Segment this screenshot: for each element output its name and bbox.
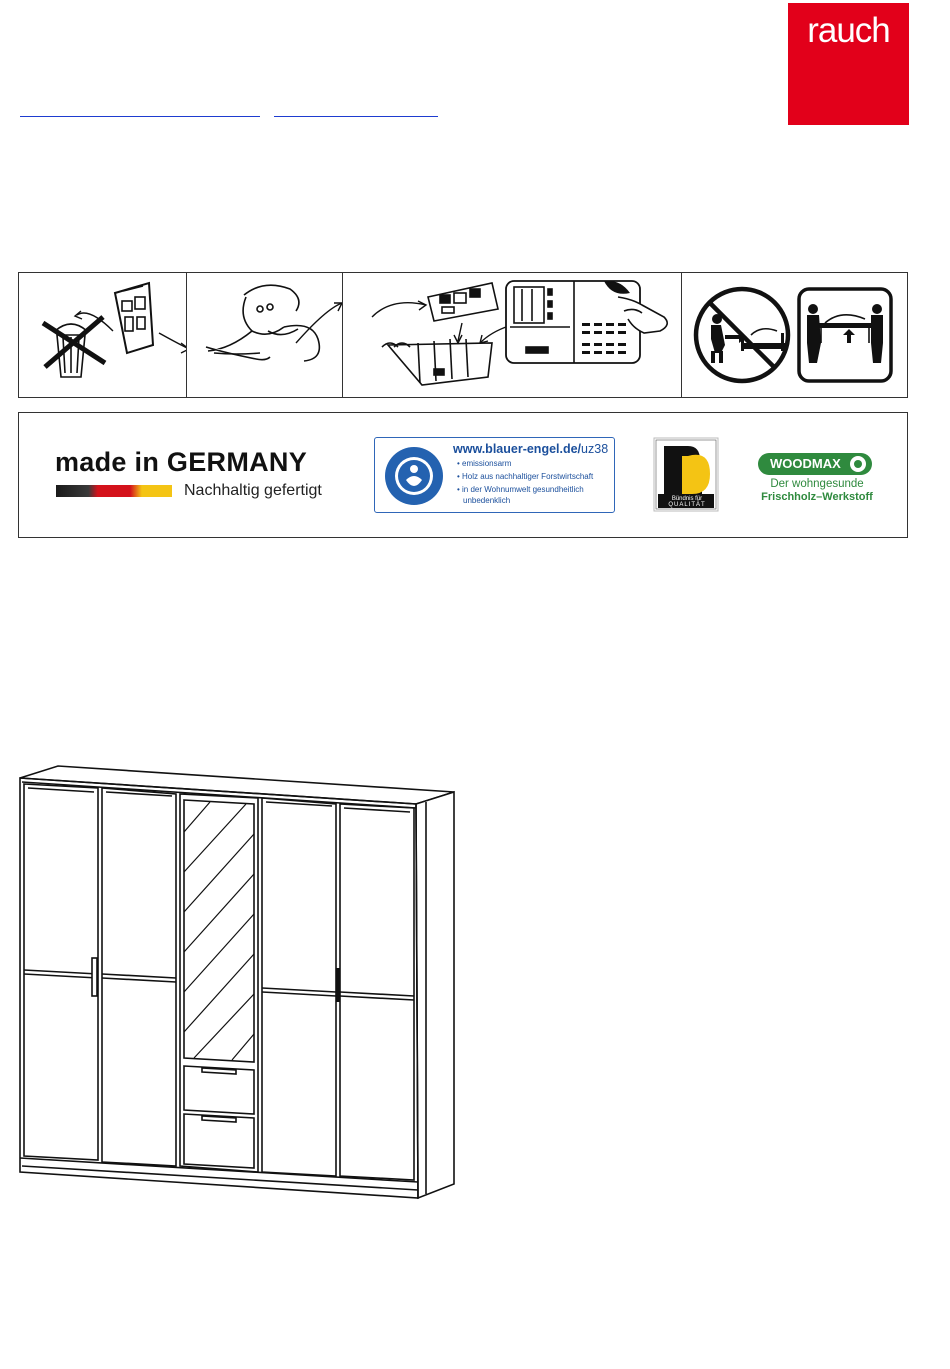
blauer-engel-url: www.blauer-engel.de/uz38 — [453, 442, 609, 456]
store-instructions-pictogram — [342, 273, 682, 397]
instruction-pictograms — [18, 272, 908, 398]
blauer-engel-item: • in der Wohnumwelt gesundheitlich — [457, 485, 584, 494]
made-in-germany-title: made in GERMANY — [55, 447, 308, 477]
blauer-engel-item: • emissionsarm — [457, 459, 512, 468]
blauer-engel-label — [374, 437, 615, 513]
read-instructions-pictogram — [186, 273, 343, 397]
bq-line-1: Bündnis für — [671, 496, 703, 502]
woodmax-badge — [758, 453, 872, 475]
made-in-germany-subtitle: Nachhaltig gefertigt — [184, 482, 322, 499]
blauer-engel-seal-icon — [384, 446, 444, 506]
german-flag-gradient-bar — [56, 485, 172, 497]
wardrobe-illustration — [14, 752, 464, 1202]
document-link-1[interactable] — [20, 100, 260, 117]
rauch-logo — [788, 3, 909, 125]
logo-text: rauch — [807, 11, 890, 50]
keep-instructions-pictogram — [19, 273, 187, 397]
document-link-2[interactable] — [274, 100, 438, 117]
woodmax-dot-icon — [850, 456, 866, 472]
blauer-engel-item: unbedenklich — [463, 496, 511, 505]
woodmax-line-2: Frischholz–Werkstoff — [761, 491, 873, 503]
woodmax-badge-text: WOODMAX — [770, 456, 841, 471]
certification-strip — [18, 412, 908, 538]
woodmax-line-1: Der wohngesunde — [770, 478, 864, 490]
two-person-lift-pictogram — [681, 273, 907, 397]
bq-line-2: QUALITÄT — [668, 502, 706, 508]
blauer-engel-item: • Holz aus nachhaltiger Forstwirtschaft — [457, 472, 594, 481]
